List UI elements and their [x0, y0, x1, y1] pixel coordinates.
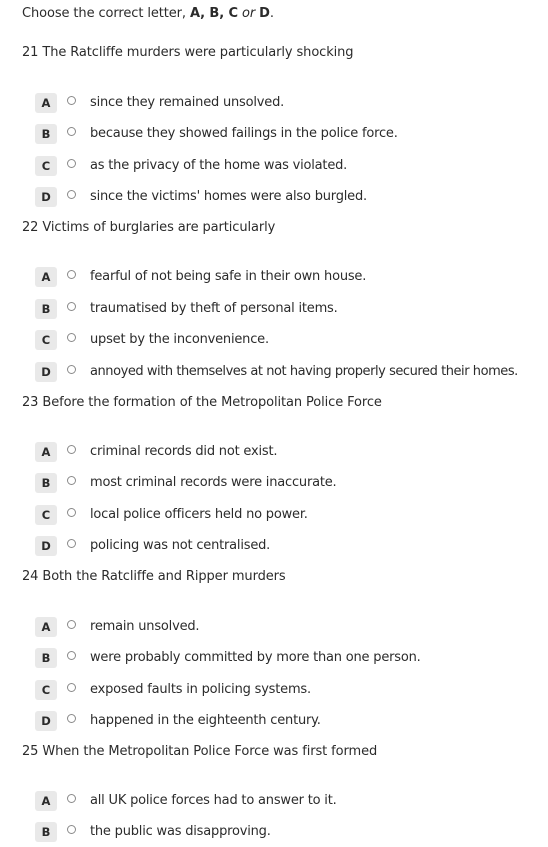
option-21-a[interactable]	[0, 93, 548, 115]
option-text: criminal records did not exist.	[90, 444, 278, 459]
radio-button[interactable]	[67, 683, 76, 692]
option-letter: A	[35, 93, 57, 113]
option-letter: C	[35, 156, 57, 176]
option-letter: B	[35, 473, 57, 493]
option-text: because they showed failings in the police force.	[90, 126, 398, 141]
radio-button[interactable]	[67, 127, 76, 136]
radio-button[interactable]	[67, 190, 76, 199]
option-text: as the privacy of the home was violated.	[90, 158, 348, 173]
option-letter: D	[35, 536, 57, 556]
option-letter: B	[35, 648, 57, 668]
radio-button[interactable]	[67, 365, 76, 374]
option-text: were probably committed by more than one person.	[90, 650, 421, 665]
option-text: the public was disapproving.	[90, 824, 271, 839]
option-23-b[interactable]	[0, 473, 548, 495]
option-22-d[interactable]	[0, 362, 548, 384]
option-letter: A	[35, 791, 57, 811]
option-23-c[interactable]	[0, 505, 548, 527]
option-letter: C	[35, 505, 57, 525]
option-text: happened in the eighteenth century.	[90, 713, 321, 728]
option-text: most criminal records were inaccurate.	[90, 475, 337, 490]
question-stem-24: 24 Both the Ratcliffe and Ripper murders	[22, 569, 286, 584]
option-text: policing was not centralised.	[90, 538, 271, 553]
instructions-prefix: Choose the correct letter,	[22, 6, 190, 21]
option-text: exposed faults in policing systems.	[90, 682, 311, 697]
option-23-d[interactable]	[0, 536, 548, 558]
option-text: local police officers held no power.	[90, 507, 308, 522]
radio-button[interactable]	[67, 476, 76, 485]
option-text: since they remained unsolved.	[90, 95, 285, 110]
option-24-a[interactable]	[0, 617, 548, 639]
option-letter: A	[35, 267, 57, 287]
radio-button[interactable]	[67, 302, 76, 311]
option-letter: B	[35, 299, 57, 319]
question-stem-21: 21 The Ratcliffe murders were particularly shocking	[22, 45, 354, 60]
option-text: fearful of not being safe in their own house.	[90, 269, 367, 284]
option-21-b[interactable]	[0, 124, 548, 146]
option-text: all UK police forces had to answer to it.	[90, 793, 337, 808]
option-letter: C	[35, 680, 57, 700]
option-22-a[interactable]	[0, 267, 548, 289]
question-stem-22: 22 Victims of burglaries are particularly	[22, 220, 276, 235]
radio-button[interactable]	[67, 445, 76, 454]
instructions-or: or	[237, 6, 260, 21]
option-text: remain unsolved.	[90, 619, 200, 634]
option-25-a[interactable]	[0, 791, 548, 813]
option-23-a[interactable]	[0, 442, 548, 464]
option-22-b[interactable]	[0, 299, 548, 321]
instructions-letters: A, B, C	[189, 6, 238, 21]
radio-button[interactable]	[67, 620, 76, 629]
radio-button[interactable]	[67, 270, 76, 279]
radio-button[interactable]	[67, 539, 76, 548]
option-letter: B	[35, 822, 57, 842]
radio-button[interactable]	[67, 714, 76, 723]
option-letter: A	[35, 617, 57, 637]
option-25-b[interactable]	[0, 822, 548, 844]
instructions	[22, 6, 274, 21]
radio-button[interactable]	[67, 794, 76, 803]
radio-button[interactable]	[67, 96, 76, 105]
question-stem-25: 25 When the Metropolitan Police Force was first formed	[22, 744, 378, 759]
radio-button[interactable]	[67, 159, 76, 168]
radio-button[interactable]	[67, 333, 76, 342]
option-letter: D	[35, 711, 57, 731]
option-text: traumatised by theft of personal items.	[90, 301, 338, 316]
option-letter: D	[35, 362, 57, 382]
instructions-letter-d: D	[259, 6, 270, 21]
option-letter: C	[35, 330, 57, 350]
question-stem-23: 23 Before the formation of the Metropolitan Police Force	[22, 395, 382, 410]
instructions-suffix: .	[269, 6, 274, 21]
option-24-c[interactable]	[0, 680, 548, 702]
option-21-c[interactable]	[0, 156, 548, 178]
option-letter: D	[35, 187, 57, 207]
option-text: upset by the inconvenience.	[90, 332, 269, 347]
option-letter: B	[35, 124, 57, 144]
option-21-d[interactable]	[0, 187, 548, 209]
option-letter: A	[35, 442, 57, 462]
option-text: annoyed with themselves at not having properly secured their homes.	[90, 364, 518, 379]
radio-button[interactable]	[67, 825, 76, 834]
option-22-c[interactable]	[0, 330, 548, 352]
option-24-b[interactable]	[0, 648, 548, 670]
option-text: since the victims' homes were also burgled.	[90, 189, 367, 204]
option-24-d[interactable]	[0, 711, 548, 733]
radio-button[interactable]	[67, 651, 76, 660]
radio-button[interactable]	[67, 508, 76, 517]
